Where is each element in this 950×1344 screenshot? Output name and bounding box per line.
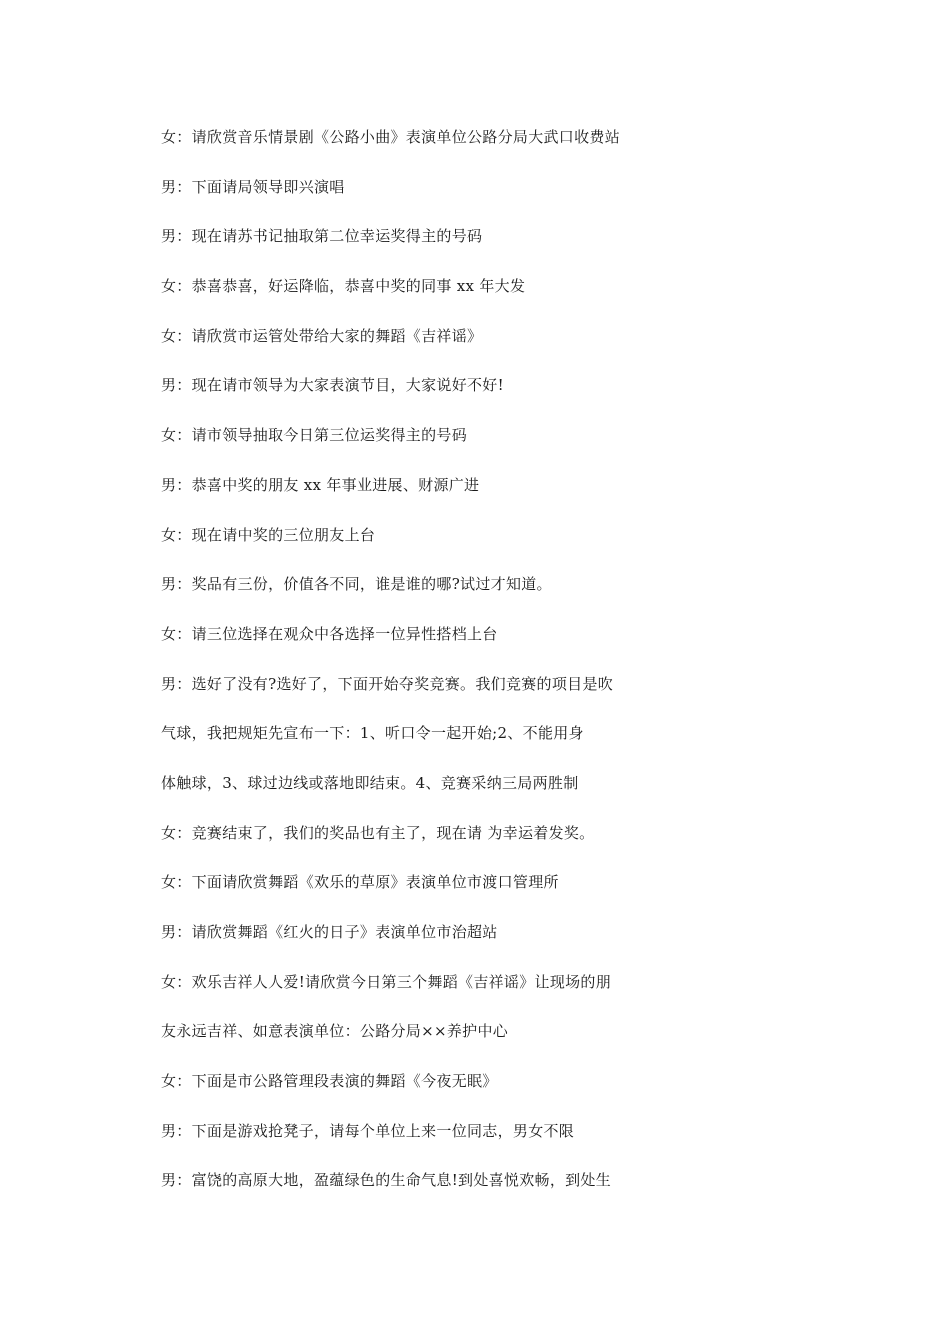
text-line: 体触球，3、球过边线或落地即结束。4、竞赛采纳三局两胜制 bbox=[161, 773, 579, 792]
text-line: 女：恭喜恭喜，好运降临，恭喜中奖的同事 xx 年大发 bbox=[161, 277, 526, 296]
document-body bbox=[161, 125, 881, 1218]
text-line: 女：下面请欣赏舞蹈《欢乐的草原》表演单位市渡口管理所 bbox=[161, 873, 559, 892]
text-line: 男：富饶的高原大地，盈蕴绿色的生命气息!到处喜悦欢畅，到处生 bbox=[161, 1171, 612, 1190]
text-line: 女：现在请中奖的三位朋友上台 bbox=[161, 525, 376, 544]
text-line: 女：竞赛结束了，我们的奖品也有主了，现在请 为幸运着发奖。 bbox=[161, 823, 595, 842]
text-line: 女：下面是市公路管理段表演的舞蹈《今夜无眠》 bbox=[161, 1072, 498, 1091]
text-line: 男：恭喜中奖的朋友 xx 年事业进展、财源广进 bbox=[161, 475, 480, 494]
text-line: 男：下面是游戏抢凳子，请每个单位上来一位同志，男女不限 bbox=[161, 1121, 575, 1140]
text-line: 男：现在请市领导为大家表演节目，大家说好不好! bbox=[161, 376, 504, 395]
text-line: 女：欢乐吉祥人人爱!请欣赏今日第三个舞蹈《吉祥谣》让现场的朋 bbox=[161, 972, 612, 991]
text-line: 女：请三位选择在观众中各选择一位异性搭档上台 bbox=[161, 624, 498, 643]
text-line: 男：选好了没有?选好了，下面开始夺奖竞赛。我们竞赛的项目是吹 bbox=[161, 674, 614, 693]
text-line: 女：请欣赏市运管处带给大家的舞蹈《吉祥谣》 bbox=[161, 326, 483, 345]
text-line: 男：下面请局领导即兴演唱 bbox=[161, 177, 345, 196]
text-line: 男：请欣赏舞蹈《红火的日子》表演单位市治超站 bbox=[161, 923, 498, 941]
text-line: 男：现在请苏书记抽取第二位幸运奖得主的号码 bbox=[161, 227, 483, 246]
text-line: 气球，我把规矩先宣布一下：1、听口令一起开始;2、不能用身 bbox=[161, 724, 584, 743]
text-line: 男：奖品有三份，价值各不同，谁是谁的哪?试过才知道。 bbox=[161, 575, 552, 594]
text-line: 女：请市领导抽取今日第三位运奖得主的号码 bbox=[161, 426, 468, 445]
text-line: 友永远吉祥、如意表演单位：公路分局××养护中心 bbox=[161, 1022, 509, 1041]
text-line: 女：请欣赏音乐情景剧《公路小曲》表演单位公路分局大武口收费站 bbox=[161, 128, 621, 146]
